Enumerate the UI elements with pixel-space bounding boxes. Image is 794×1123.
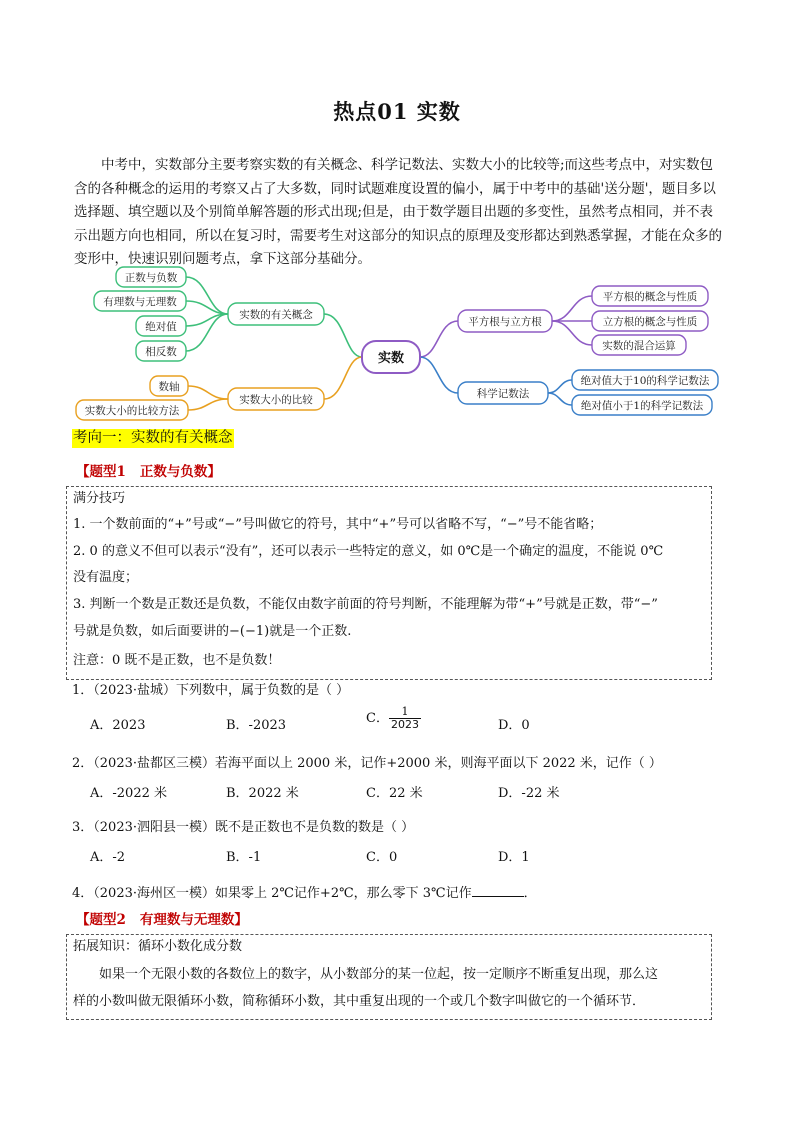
node-label: 正数与负数 [124, 272, 178, 284]
q2-option-c: C．22 米 [366, 786, 423, 801]
node-label: 绝对值小于1的科学记数法 [580, 400, 704, 412]
node-label: 实数的有关概念 [239, 309, 313, 321]
tip-box-2 [66, 934, 712, 1020]
question-2-stem: 2．（2023·盐都区三模）若海平面以上 2000 米，记作+2000 米，则海平面以下 2022 米，记作（ ） [72, 756, 662, 771]
type-number: 【题型1 [76, 464, 126, 480]
answer-blank[interactable] [472, 882, 524, 897]
q1-option-b: B．-2023 [226, 718, 287, 733]
q1-option-c [366, 706, 421, 731]
tip-line-1: 1. 一个数前面的“+”号或“−”号叫做它的符号，其中“+”号可以省略不写，“−”号不能省略； [73, 517, 603, 532]
node-label: 实数大小的比较 [239, 394, 313, 406]
node-pingfang-lifang [458, 310, 552, 332]
q1-option-a: A．2023 [90, 718, 146, 733]
tip-line-2b: 没有温度； [73, 570, 139, 585]
q3-option-b: B．-1 [226, 850, 262, 865]
node-label: 立方根的概念与性质 [602, 316, 698, 328]
node-center-shishu [362, 341, 420, 373]
question-4 [72, 882, 537, 904]
node-dayu10 [572, 370, 718, 390]
tip-heading: 满分技巧 [73, 491, 126, 506]
q1-option-d: D．0 [498, 718, 530, 733]
node-shu-zhou [150, 376, 188, 396]
node-jue-dui-zhi [136, 316, 186, 336]
q2-option-d: D．-22 米 [498, 786, 560, 801]
center-label: 实数 [377, 351, 405, 366]
node-label: 绝对值大于10的科学记数法 [580, 375, 710, 387]
node-lifanggen [592, 311, 708, 331]
node-label: 实数的混合运算 [602, 340, 676, 352]
node-hunhe-yunsuan [592, 335, 686, 355]
q3-option-c: C．0 [366, 850, 398, 865]
node-label: 科学记数法 [476, 388, 530, 400]
tip-line-1: 如果一个无限小数的各数位上的数字，从小数部分的某一位起，按一定顺序不断重复出现，那么这 [99, 967, 659, 982]
node-xiang-fan-shu [136, 341, 186, 361]
question-1-stem: 1．（2023·盐城）下列数中，属于负数的是（ ） [72, 683, 350, 698]
option-prefix: C． [366, 711, 389, 726]
q2-option-b: B．2022 米 [226, 786, 299, 801]
question-type-1 [76, 460, 221, 480]
type-title: 有理数与无理数】 [139, 912, 248, 928]
node-kexue-jishu [458, 382, 548, 404]
tip-note: 注意：0 既不是正数，也不是负数！ [73, 653, 281, 668]
tip-heading: 拓展知识：循环小数化成分数 [73, 939, 243, 954]
node-label: 相反数 [145, 346, 177, 358]
fraction [389, 706, 421, 731]
type-title: 正数与负数】 [139, 464, 221, 480]
q2-option-a: A．-2022 米 [90, 786, 167, 801]
node-zheng-fu [116, 267, 186, 287]
node-shishu-bijiao [228, 388, 324, 410]
tip-box-1 [66, 486, 712, 680]
node-you-li-wu-li [94, 291, 186, 311]
node-xiaoyu1 [572, 395, 712, 415]
node-label: 绝对值 [145, 321, 177, 333]
intro-paragraph: 中考中，实数部分主要考察实数的有关概念、科学记数法、实数大小的比较等;而这些考点中，对实数包含的各种概念的运用的考察又占了大多数，同时试题难度设置的偏小，属于中考中的基础'送分题'，题目多以选择题、填空题以及个别简单解答题的形式出现;但是，由于数学题目出题的多变性，虽然考点相同，并不表示出题方向也相同，所以在复习时，需要考生对这部分的知识点的原理及变形都达到熟悉掌握，才能在众多的变形中，快速识别问题考点，拿下这部分基础分。 [74, 157, 722, 268]
node-label: 有理数与无理数 [103, 296, 177, 308]
node-label: 平方根的概念与性质 [602, 291, 698, 303]
tip-line-2: 2. 0 的意义不但可以表示“没有”，还可以表示一些特定的意义，如 0℃是一个确定的温度，不能说 0℃ [73, 544, 664, 559]
tip-line-3: 3. 判断一个数是正数还是负数，不能仅由数字前面的符号判断，不能理解为带“+”号就是正数，带“−” [73, 597, 658, 612]
node-label: 实数大小的比较方法 [84, 405, 180, 417]
numerator: 1 [389, 706, 421, 719]
denominator: 2023 [390, 718, 419, 731]
q3-option-a: A．-2 [90, 850, 126, 865]
question-4-end: ． [523, 886, 537, 901]
node-bijiao-fangfa [76, 400, 188, 420]
node-pingfanggen [592, 286, 708, 306]
node-label: 平方根与立方根 [468, 316, 542, 328]
question-3-stem: 3．（2023·泗阳县一模）既不是正数也不是负数的数是（ ） [72, 820, 415, 835]
question-4-stem: 4．（2023·海州区一模）如果零上 2℃记作+2℃，那么零下 3℃记作 [72, 886, 472, 901]
question-type-2 [76, 908, 248, 928]
type-number: 【题型2 [76, 912, 126, 928]
section-heading: 考向一：实数的有关概念 [73, 430, 233, 446]
tip-line-2: 样的小数叫做无限循环小数，简称循环小数，其中重复出现的一个或几个数字叫做它的一个循环节． [73, 994, 646, 1009]
node-label: 数轴 [158, 381, 180, 393]
mind-map [0, 262, 794, 430]
node-shishu-gainian [228, 303, 324, 325]
page-title: 热点01 实数 [333, 99, 461, 124]
q3-option-d: D．1 [498, 850, 530, 865]
tip-line-3b: 号就是负数，如后面要讲的−(−1)就是一个正数. [73, 624, 352, 639]
